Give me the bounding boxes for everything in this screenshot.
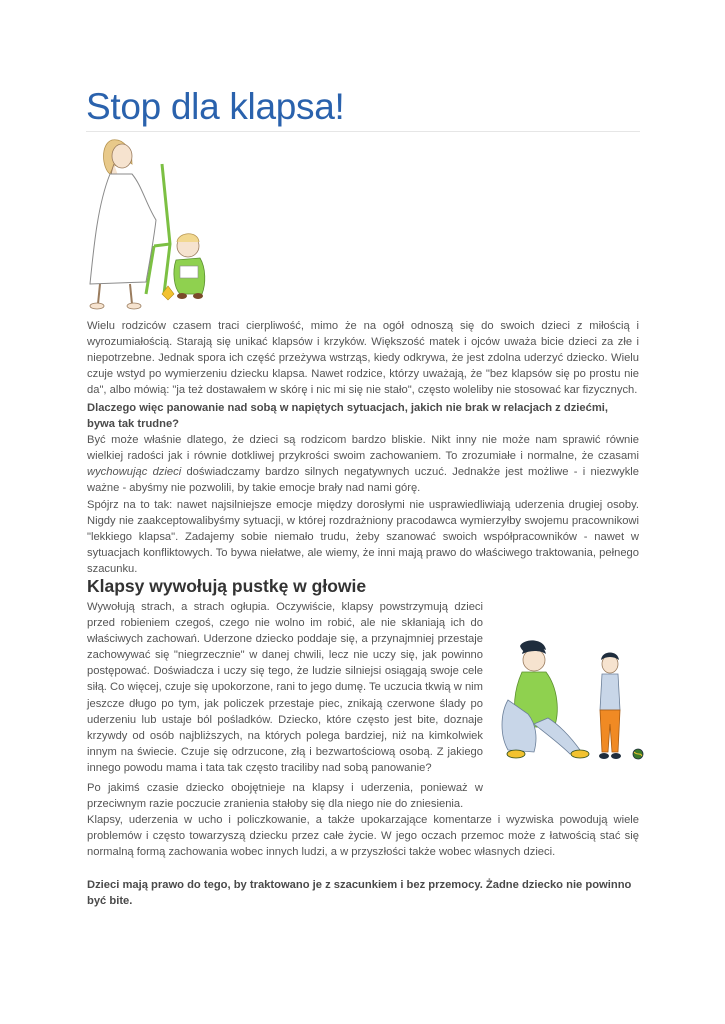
question-paragraph: Dlaczego więc panowanie nad sobą w napiętych sytuacjach, jakich nie brak w relacjach z dziećmi, bywa tak trudne? (87, 402, 609, 431)
closeness-text-b: doświadczamy bardzo silnych negatywnych uczuć. Jednakże jest możliwe - i niezwykle ważne - abyśmy nie pozwolili, by takie emocje brały nad nami górę. (87, 466, 639, 495)
title-divider (86, 131, 640, 132)
closing-statement: Dzieci mają prawo do tego, by traktowano je z szacunkiem i bez przemocy. Żadne dziecko nie powinno być bite. (87, 879, 632, 908)
mother-and-child-illustration (84, 134, 224, 312)
intro-text-b: S (176, 336, 185, 349)
page-title: Stop dla klapsa! (86, 86, 345, 127)
indifference-paragraph: Po jakimś czasie dziecko obojętnieje na klapsy i uderzenia, ponieważ w przeciwnym razie poczucie zranienia stałoby się dla niego nie do zniesienia. (87, 782, 483, 811)
closeness-text-italic: wychowując dzieci (87, 466, 182, 479)
fear-paragraph: Wywołują strach, a strach ogłupia. Oczywiście, klapsy powstrzymują dzieci przed robieniem czegoś, czego nie wolno im robić, ale nie skłaniają ich do właściwych zachowań. Uderzone dziecko poddaje się, a przynajmniej przestaje zachowywać się "niegrzecznie" w danej chwili, lecz nie uczy się, jak powinno postępować. Doświadcza i uczy się tego, że ludzie silniejsi osiągają swoje cele siłą. Co więcej, czuje się upokorzone, rani to jego dumę. Te uczucia tkwią w nim jeszcze długo po tym, jak policzek przestaje piec, znikają czerwone ślady po uderzeniu lub ustaje ból pośladków. Dziecko, które często jest bite, doznaje krzywdy od osób najbliższych, na których polega bardziej, niż na kimkolwiek innym na świecie. Czuje się odrzucone, złą i bezwartościową osobą. Z jakiego innego powodu mama i tata tak często traciliby nad sobą panowanie? (87, 601, 483, 774)
closeness-paragraph (87, 432, 639, 496)
adults-comparison-paragraph: Spójrz na to tak: nawet najsilniejsze emocje między dorosłymi nie usprawiedliwiają uderzenia drugiej osoby. Nigdy nie zaakceptowalibyśmy sytuacji, w której rozdrażniony pracodawca wymierzyłby swojemu pracownikowi "lekkiego klapsa". Zadajemy sobie niemało trudu, żeby szanować swoich współpracowników - nawet w sytuacjach konfliktowych. To bywa niełatwe, ale wiemy, że inni mają prawo do właściwego traktowania, pełnego szacunku. (87, 499, 639, 576)
section-heading: Klapsy wywołują pustkę w głowie (87, 576, 367, 596)
intro-text-a: Wielu rodziców czasem traci cierpliwość, mimo że na ogół odnoszą się do swoich dzieci z miłością i wyrozumiałością. (87, 320, 639, 349)
closeness-text-a: Być może właśnie dlatego, że dzieci są rodzicom bardzo bliskie. Nikt inny nie może nam sprawić równie wielkiej radości jak i równie dotkliwej przykrości swoim zachowaniem. To zrozumiałe i normalne, że czasami (87, 434, 639, 463)
father-and-child-illustration (494, 640, 654, 770)
intro-text-c: tarają się unikać klapsów i krzyków. Większość matek i ojców uważa bicie dzieci za złe i niepotrzebne. Jednak spora ich część przeżywa wstrząs, kiedy odkrywa, że jest zdolna uderzyć dziecko. Wielu czuje wstyd po wymierzeniu dziecku klapsa. Nawet rodzice, którzy uważają, że "bez klapsów się po prostu nie da", albo mówią: "ja też dostawałem w skórę i nic mi się nie stało", często woleliby nie stosować kar fizycznych. (87, 336, 639, 397)
consequences-paragraph: Klapsy, uderzenia w ucho i policzkowanie, a także upokarzające komentarze i wyzwiska powodują wiele problemów i często towarzyszą dziecku przez całe życie. W jego oczach przemoc może z łatwością stać się normalną formą zachowania wobec innych ludzi, a w przyszłości także wobec własnych dzieci. (87, 814, 639, 859)
intro-paragraph (87, 318, 639, 398)
